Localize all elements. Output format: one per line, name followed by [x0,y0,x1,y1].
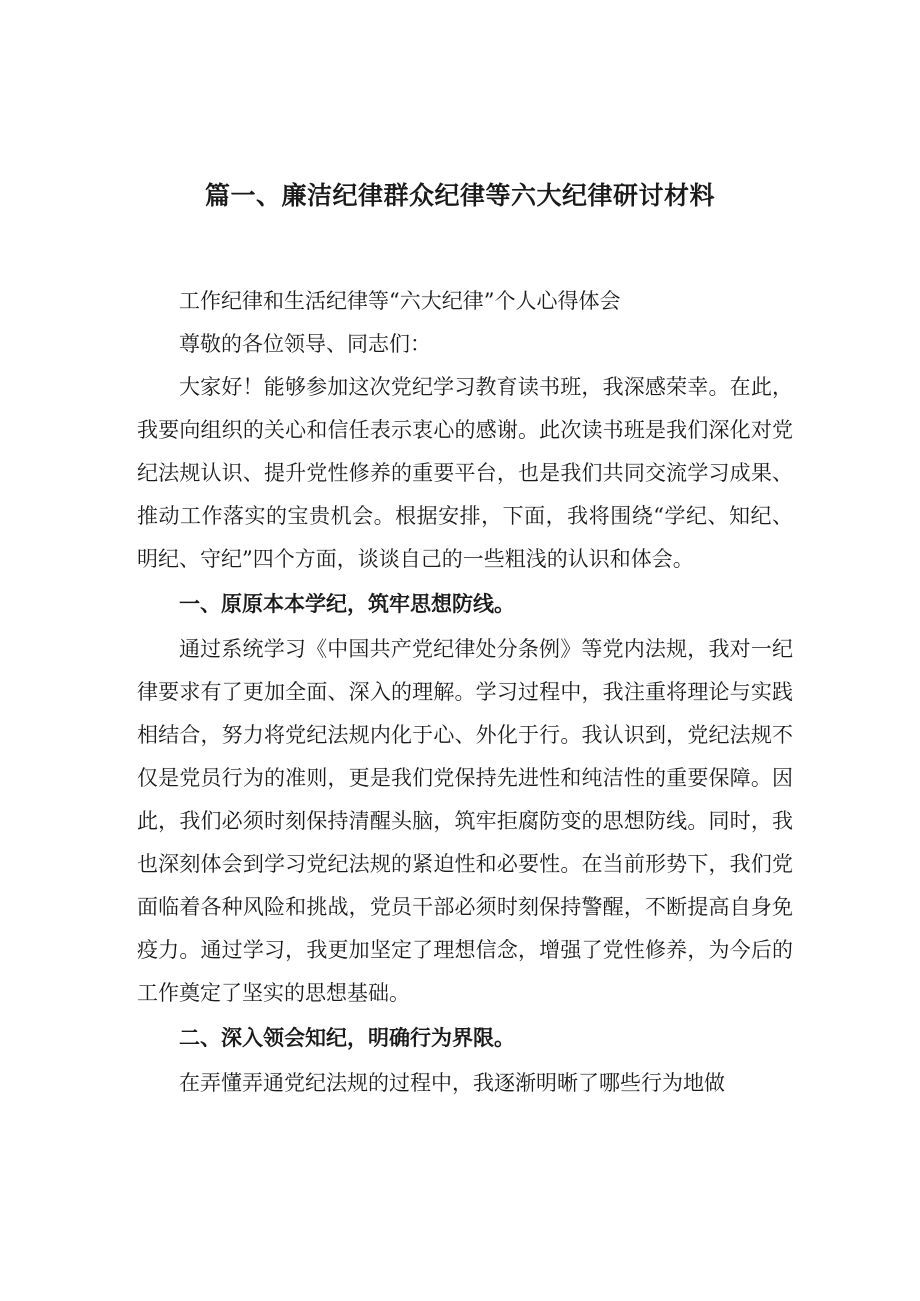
subtitle: 工作纪律和生活纪律等“六大纪律”个人心得体会 [179,289,621,313]
salutation: 尊敬的各位领导、同志们： [179,332,431,356]
section-2-paragraph: 在弄懂弄通党纪法规的过程中，我逐渐明晰了哪些行为地做 [179,1071,725,1095]
section-1-paragraph: 通过系统学习《中国共产党纪律处分条例》等党内法规，我对一纪律要求有了更加全面、深入的理解。学习过程中，我注重将理论与实践相结合，努力将党纪法规内化于心、外化于行。我认识到，党纪法规不仅是党员行为的准则，更是我们党保持先进性和纯洁性的重要保障。因此，我们必须时刻保持清醒头脑，筑牢拒腐防变的思想防线。同时，我也深刻体会到学习党纪法规的紧迫性和必要性。在当前形势下，我们党面临着各种风险和挑战，党员干部必须时刻保持警醒，不断提高自身免疫力。通过学习，我更加坚定了理想信念，增强了党性修养，为今后的工作奠定了坚实的思想基础。 [137,637,793,1005]
document-title: 篇一、廉洁纪律群众纪律等六大纪律研讨材料 [204,181,715,210]
document-body [137,280,793,1105]
section-2-heading: 二、深入领会知纪，明确行为界限。 [179,1026,515,1050]
section-1-heading: 一、原原本本学纪，筑牢思想防线。 [179,592,515,616]
intro-paragraph: 大家好！能够参加这次党纪学习教育读书班，我深感荣幸。在此，我要向组织的关心和信任表示衷心的感谢。此次读书班是我们深化对党纪法规认识、提升党性修养的重要平台，也是我们共同交流学习成果、推动工作落实的宝贵机会。根据安排，下面，我将围绕“学纪、知纪、明纪、守纪”四个方面，谈谈自己的一些粗浅的认识和体会。 [137,375,793,571]
